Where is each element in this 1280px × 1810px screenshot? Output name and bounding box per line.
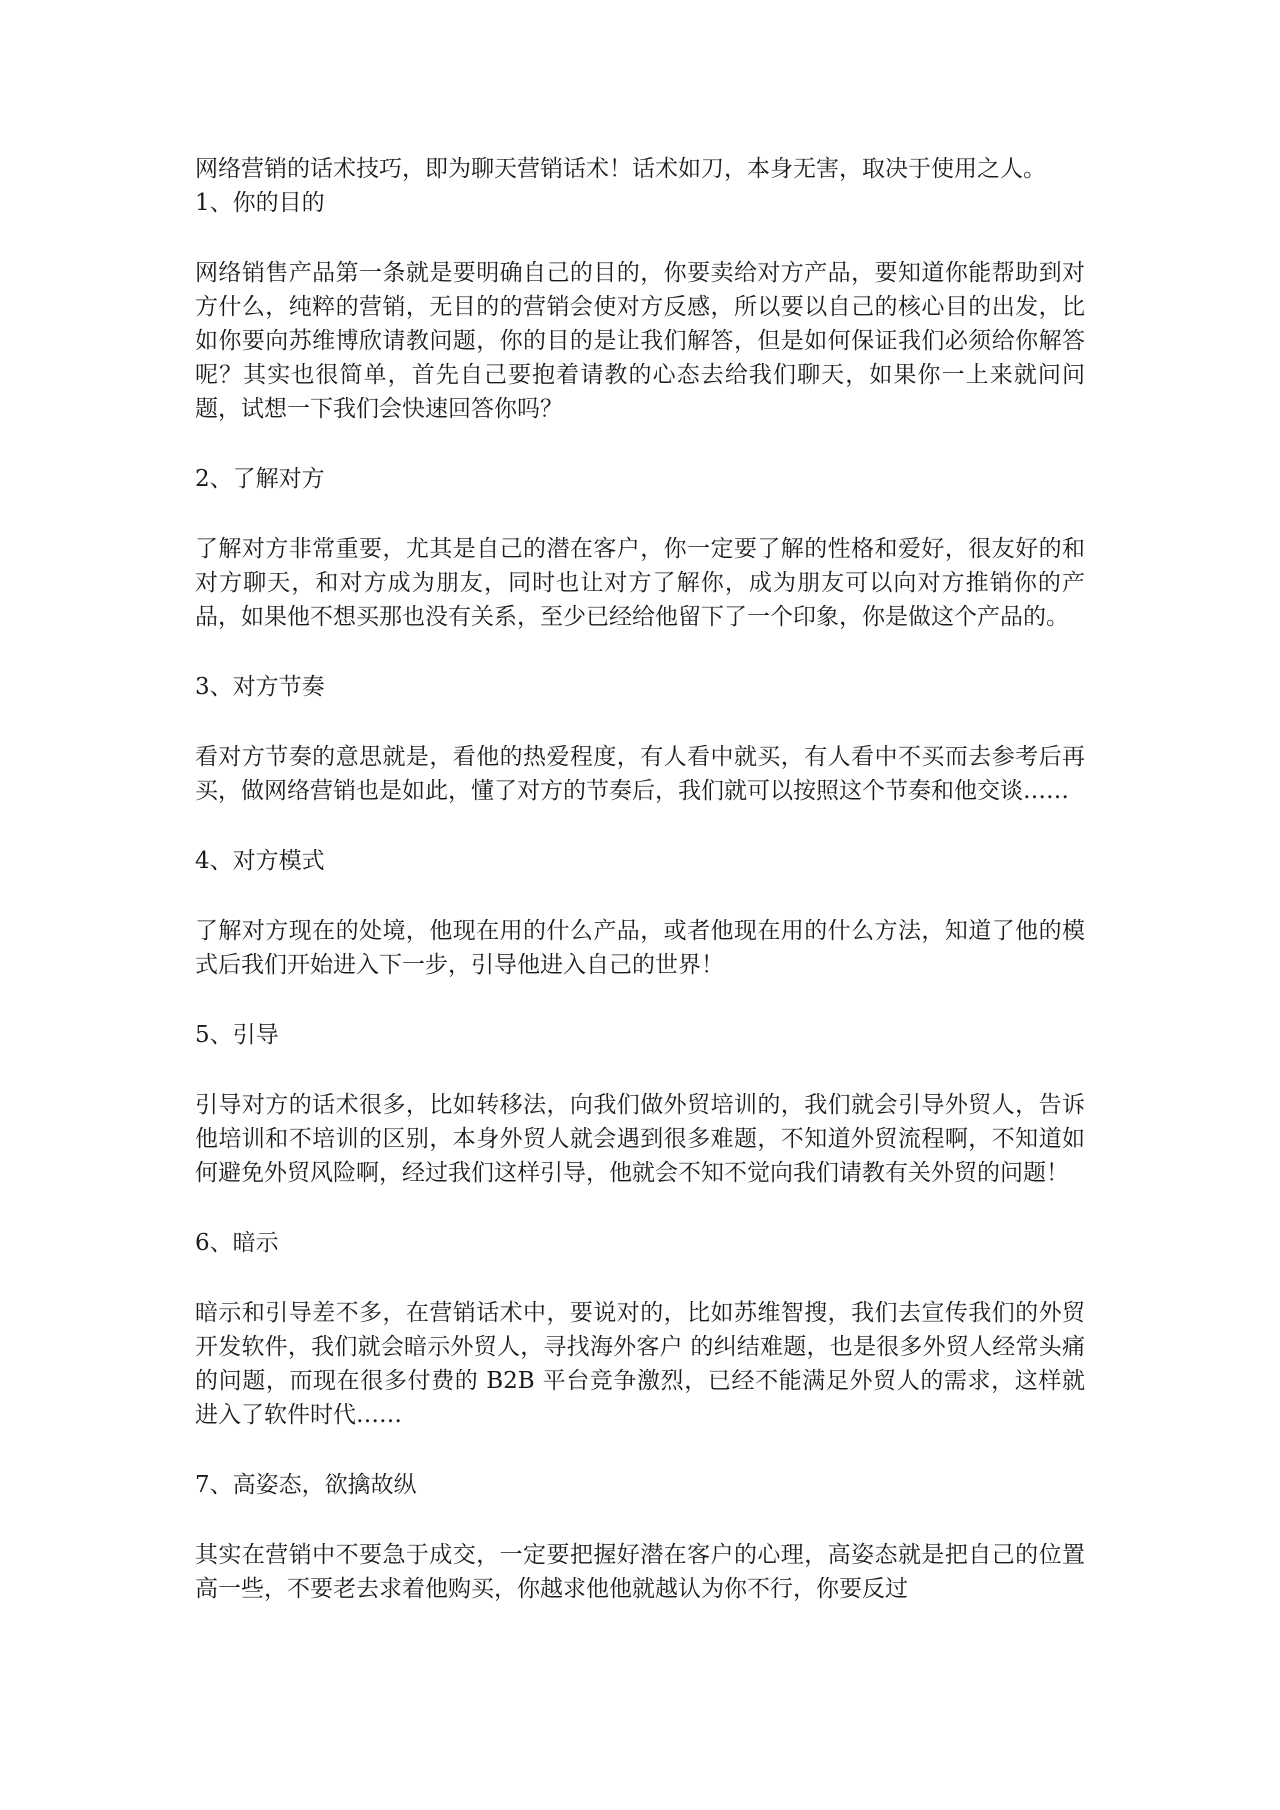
section-4-body: 了解对方现在的处境，他现在用的什么产品，或者他现在用的什么方法，知道了他的模式后我们开始进入下一步，引导他进入自己的世界！: [195, 918, 1085, 978]
section-2-body: 了解对方非常重要，尤其是自己的潜在客户，你一定要了解的性格和爱好，很友好的和对方聊天，和对方成为朋友，同时也让对方了解你，成为朋友可以向对方推销你的产品，如果他不想买那也没有关系，至少已经给他留下了一个印象，你是做这个产品的。: [195, 536, 1085, 630]
section-3-body: 看对方节奏的意思就是，看他的热爱程度，有人看中就买，有人看中不买而去参考后再买，做网络营销也是如此，懂了对方的节奏后，我们就可以按照这个节奏和他交谈……: [195, 744, 1085, 804]
section-7-heading: 7、高姿态，欲擒故纵: [195, 1472, 417, 1498]
section-3-heading: 3、对方节奏: [195, 674, 325, 700]
section-2-heading: 2、了解对方: [195, 466, 325, 492]
section-1-heading: 1、你的目的: [195, 190, 325, 216]
section-7-body: 其实在营销中不要急于成交，一定要把握好潜在客户的心理，高姿态就是把自己的位置高一些，不要老去求着他购买，你越求他他就越认为你不行，你要反过: [195, 1542, 1085, 1602]
section-6-body: 暗示和引导差不多，在营销话术中，要说对的，比如苏维智搜，我们去宣传我们的外贸开发软件，我们就会暗示外贸人，寻找海外客户 的纠结难题，也是很多外贸人经常头痛的问题，而现在很多付费的 B2B 平台竞争激烈，已经不能满足外贸人的需求，这样就进入了软件时代……: [195, 1300, 1085, 1428]
document-body: [195, 152, 1085, 1606]
section-1-body: 网络销售产品第一条就是要明确自己的目的，你要卖给对方产品，要知道你能帮助到对方什么，纯粹的营销，无目的的营销会使对方反感，所以要以自己的核心目的出发，比如你要向苏维博欣请教问题，你的目的是让我们解答，但是如何保证我们必须给你解答呢？其实也很简单，首先自己要抱着请教的心态去给我们聊天，如果你一上来就问问题，试想一下我们会快速回答你吗？: [195, 260, 1085, 422]
intro-paragraph: 网络营销的话术技巧，即为聊天营销话术！话术如刀，本身无害，取决于使用之人。: [195, 156, 1046, 182]
section-6-heading: 6、暗示: [195, 1230, 279, 1256]
section-4-heading: 4、对方模式: [195, 848, 325, 874]
section-5-heading: 5、引导: [195, 1022, 279, 1048]
section-5-body: 引导对方的话术很多，比如转移法，向我们做外贸培训的，我们就会引导外贸人，告诉他培训和不培训的区别，本身外贸人就会遇到很多难题，不知道外贸流程啊，不知道如何避免外贸风险啊，经过我们这样引导，他就会不知不觉向我们请教有关外贸的问题！: [195, 1092, 1085, 1186]
